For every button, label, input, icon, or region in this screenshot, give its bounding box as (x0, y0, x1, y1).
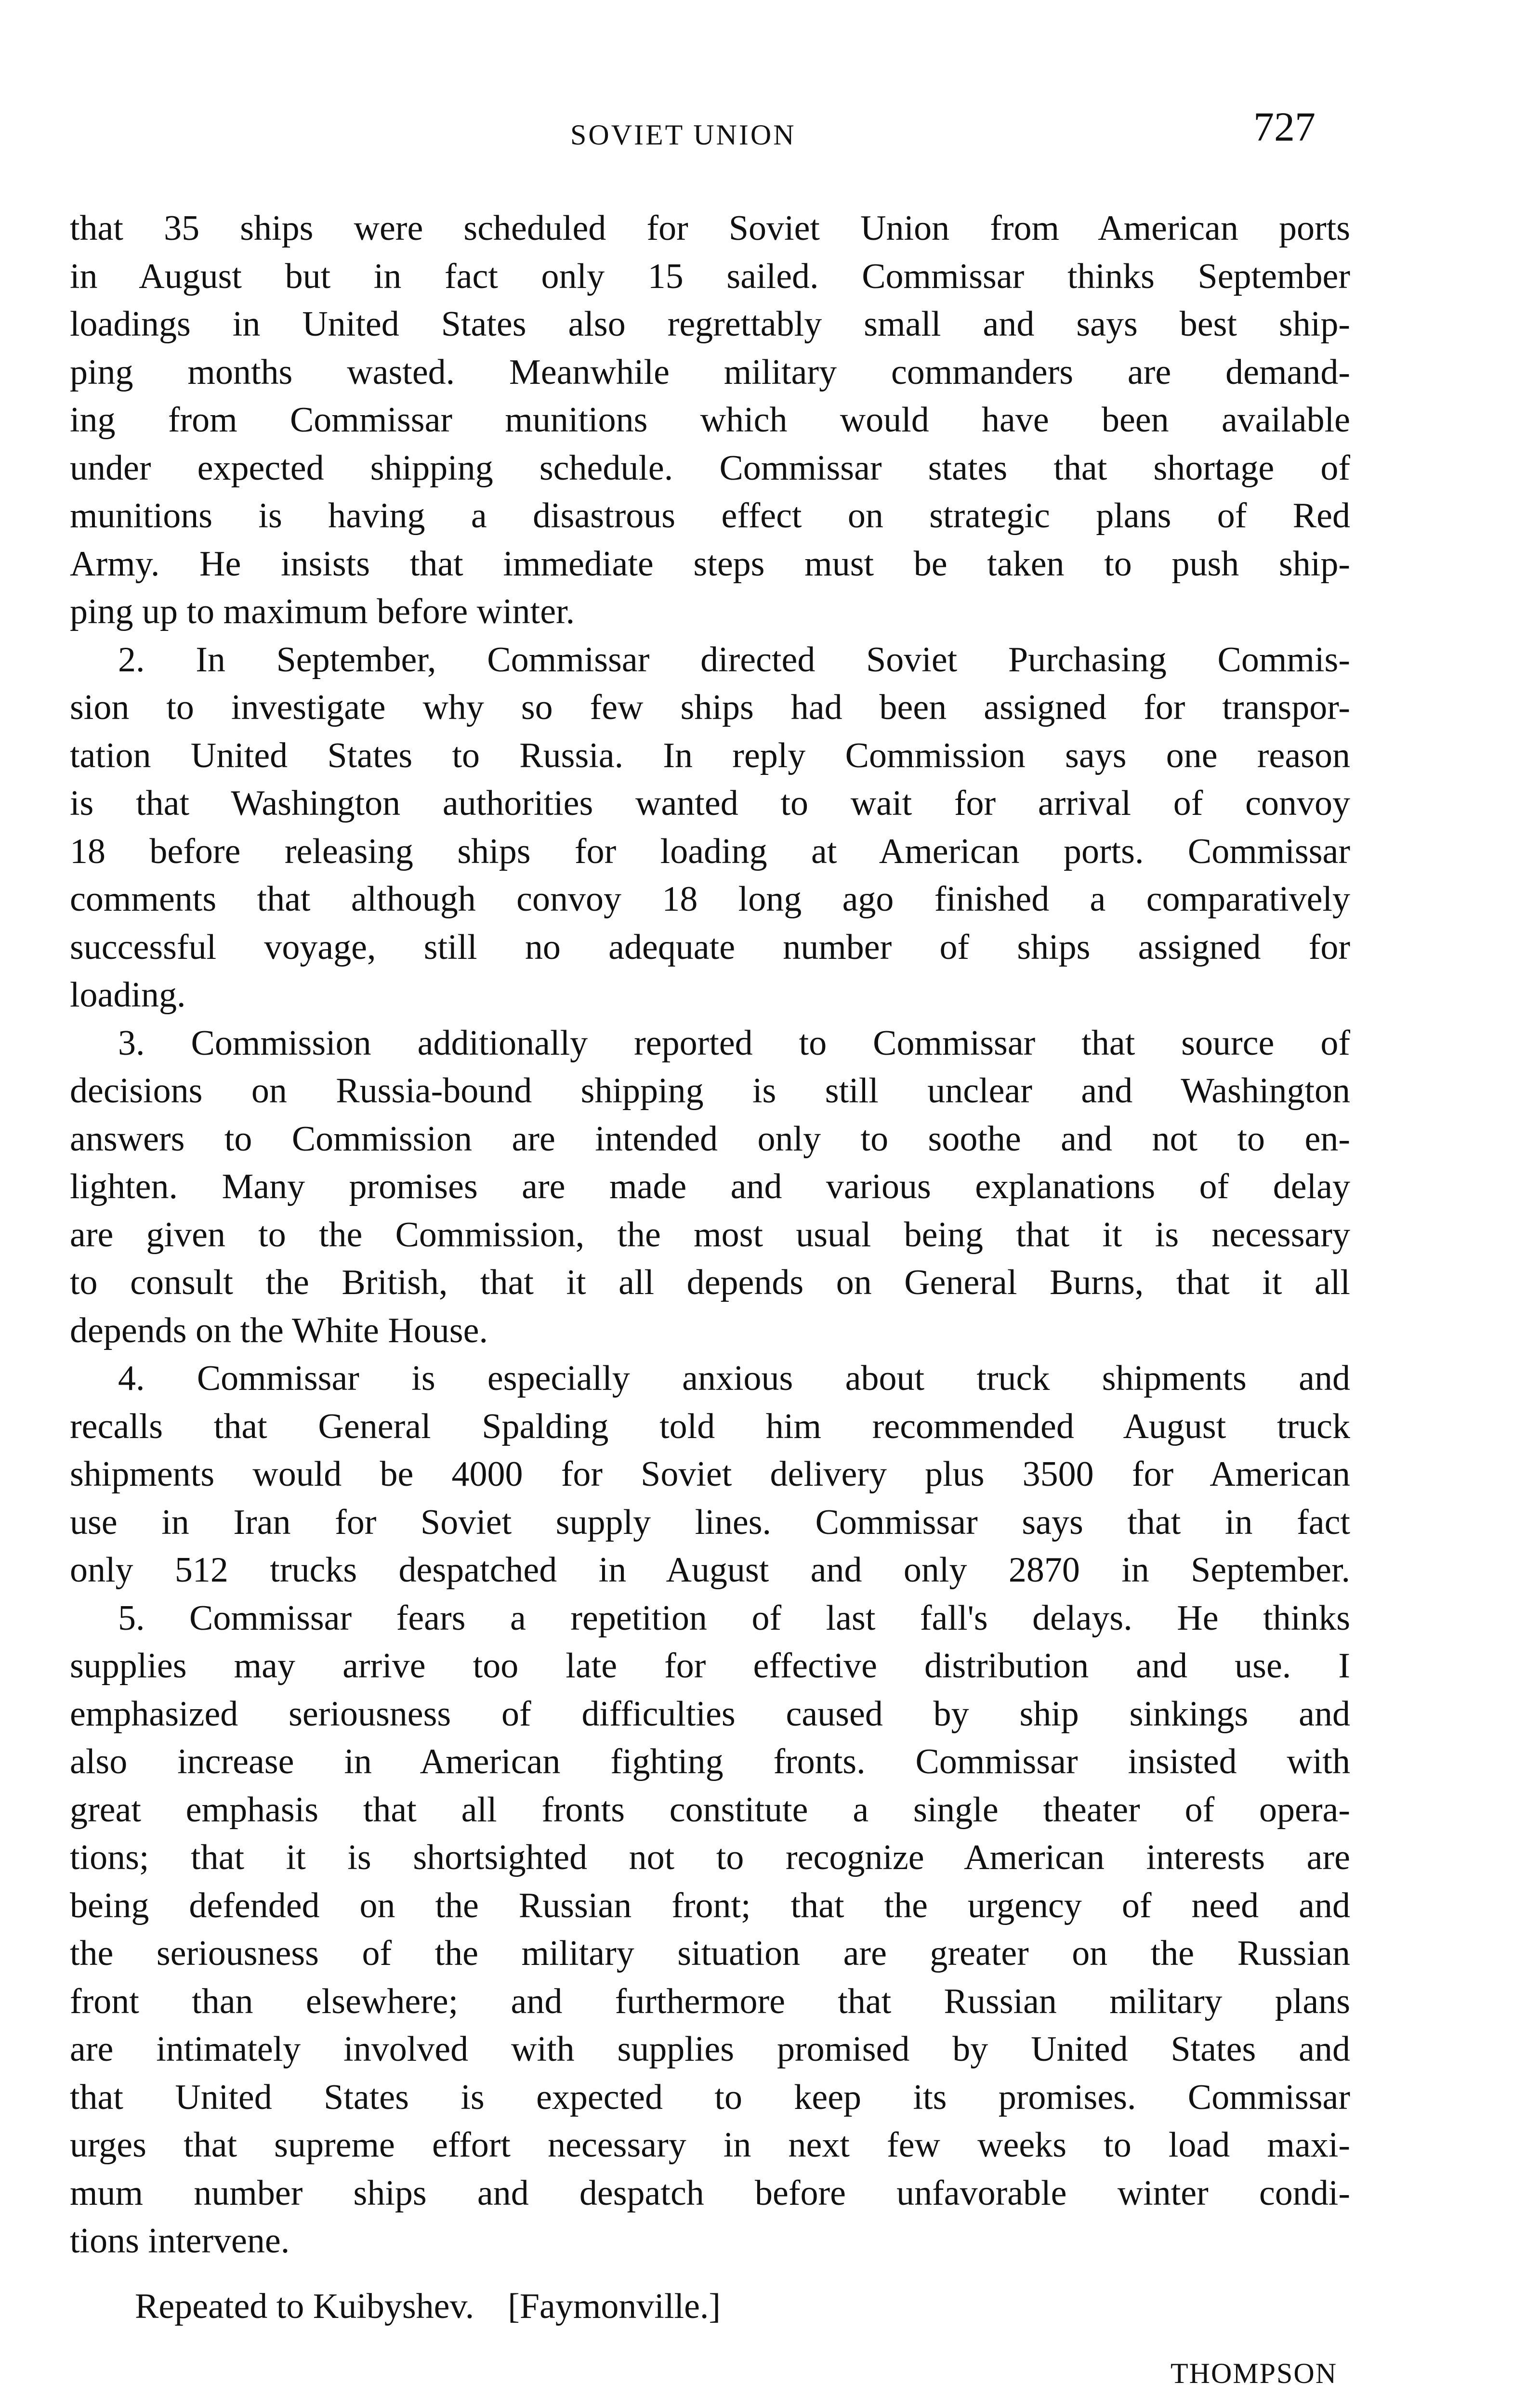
text-line: munitions is having a disastrous effect on strategic plans of Red (70, 496, 1350, 536)
repeated-note (135, 2289, 721, 2324)
text-line: that 35 ships were scheduled for Soviet Union from American ports (70, 209, 1350, 248)
text-line: the seriousness of the military situation are greater on the Russian (70, 1934, 1350, 1973)
text-line: tation United States to Russia. In reply Commission says one reason (70, 735, 1350, 775)
running-title: SOVIET UNION (570, 119, 796, 151)
text-line: ping up to maximum before winter. (70, 592, 575, 631)
paragraph-2-line: 2. In September, Commissar directed Soviet Purchasing Commis- (118, 640, 1350, 680)
text-line: to consult the British, that it all depends on General Burns, that it all (70, 1263, 1350, 1302)
signature: THOMPSON (1171, 2357, 1338, 2389)
paragraph-3-line: 3. Commission additionally reported to Commissar that source of (118, 1023, 1350, 1063)
text-line: successful voyage, still no adequate number of ships assigned for (70, 927, 1350, 967)
text-line: urges that supreme effort necessary in next few weeks to load maxi- (70, 2125, 1350, 2165)
text-line: 18 before releasing ships for loading at American ports. Commissar (70, 831, 1350, 871)
paragraph-5-line: 5. Commissar fears a repetition of last fall's delays. He thinks (118, 1598, 1350, 1638)
text-line: are given to the Commission, the most usual being that it is necessary (70, 1215, 1350, 1255)
text-line: tions; that it is shortsighted not to recognize American interests are (70, 1838, 1350, 1877)
text-line: also increase in American fighting fronts. Commissar insisted with (70, 1742, 1350, 1781)
text-line: lighten. Many promises are made and various explanations of delay (70, 1167, 1350, 1206)
text-line: loadings in United States also regrettably small and says best ship- (70, 304, 1350, 344)
text-line: comments that although convoy 18 long ago finished a comparatively (70, 879, 1350, 919)
text-line: loading. (70, 975, 186, 1015)
text-line: ping months wasted. Meanwhile military commanders are demand- (70, 352, 1350, 392)
repeated-to-text: Repeated to Kuibyshev. (135, 2287, 474, 2326)
text-line: tions intervene. (70, 2221, 290, 2261)
text-line: being defended on the Russian front; that the urgency of need and (70, 1885, 1350, 1925)
text-line: ing from Commissar munitions which would have been available (70, 400, 1350, 440)
text-line: recalls that General Spalding told him recommended August truck (70, 1406, 1350, 1446)
page-number: 727 (1253, 104, 1316, 150)
attribution-text: [Faymonville.] (508, 2287, 721, 2326)
text-line: answers to Commission are intended only to soothe and not to en- (70, 1119, 1350, 1159)
text-line: only 512 trucks despatched in August and only 2870 in September. (70, 1550, 1350, 1590)
text-line: under expected shipping schedule. Commissar states that shortage of (70, 448, 1350, 488)
text-line: mum number ships and despatch before unfavorable winter condi- (70, 2173, 1350, 2213)
text-line: shipments would be 4000 for Soviet delivery plus 3500 for American (70, 1454, 1350, 1494)
paragraph-4-line: 4. Commissar is especially anxious about truck shipments and (118, 1359, 1350, 1398)
telegram-body (70, 205, 1350, 2265)
text-line: emphasized seriousness of difficulties caused by ship sinkings and (70, 1694, 1350, 1734)
text-line: are intimately involved with supplies promised by United States and (70, 2029, 1350, 2069)
text-line: great emphasis that all fronts constitute a single theater of opera- (70, 1790, 1350, 1830)
text-line: decisions on Russia-bound shipping is still unclear and Washington (70, 1071, 1350, 1111)
text-line: sion to investigate why so few ships had been assigned for transpor- (70, 688, 1350, 727)
text-line: is that Washington authorities wanted to wait for arrival of convoy (70, 784, 1350, 823)
text-line: use in Iran for Soviet supply lines. Commissar says that in fact (70, 1502, 1350, 1542)
text-line: depends on the White House. (70, 1310, 488, 1350)
text-line: front than elsewhere; and furthermore that Russian military plans (70, 1981, 1350, 2021)
text-line: Army. He insists that immediate steps must be taken to push ship- (70, 544, 1350, 584)
text-line: that United States is expected to keep its promises. Commissar (70, 2077, 1350, 2117)
text-line: in August but in fact only 15 sailed. Commissar thinks September (70, 256, 1350, 296)
text-line: supplies may arrive too late for effective distribution and use. I (70, 1646, 1350, 1686)
